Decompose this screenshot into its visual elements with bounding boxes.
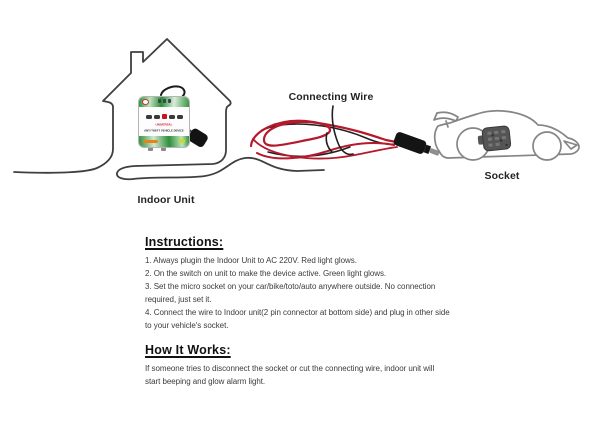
truck-icon [177,115,183,119]
device-top-marks [139,99,189,103]
car-headlight [564,141,577,149]
indoor-unit-device [138,96,190,148]
led-indicator-icon [162,114,167,119]
how-it-works-heading: How It Works: [145,343,231,357]
instruction-line: 3. Set the micro socket on your car/bike/toto/auto anywhere outside. No connection [145,282,436,291]
bike-icon [169,115,175,119]
instructions-section [145,235,450,332]
vehicle-icons-row [139,114,189,119]
car-front-wheel [533,132,561,160]
how-it-works-line: start beeping and glow alarm light. [145,377,266,386]
scooter-icon [146,115,152,119]
how-it-works-line: If someone tries to disconnect the socket or cut the connecting wire, indoor unit will [145,364,435,373]
indoor-unit-label: Indoor Unit [137,194,195,206]
car-spoiler [434,112,458,127]
instruction-line: 4. Connect the wire to Indoor unit(2 pin connector at bottom side) and plug in other side [145,308,450,317]
instruction-line: to your vehicle's socket. [145,321,229,330]
device-title-line2: ANTI THEFT VEHICLE DEVICE [144,129,184,133]
socket-label: Socket [484,170,520,182]
car-icon [154,115,160,119]
connecting-wire-icon [251,106,442,160]
how-it-works-section [145,343,434,388]
instruction-line: required, just set it. [145,295,212,304]
instructions-heading: Instructions: [145,235,224,249]
instruction-line: 2. On the switch on unit to make the device active. Green light glows. [145,269,387,278]
connecting-wire-label: Connecting Wire [288,91,374,103]
device-switch-dot [179,139,185,143]
instruction-line: 1. Always plugin the Indoor Unit to AC 220V. Red light glows. [145,256,357,265]
device-title-line1: UNIVERSAL [155,122,173,127]
brand-mark [143,140,158,143]
jack-body [393,131,428,155]
